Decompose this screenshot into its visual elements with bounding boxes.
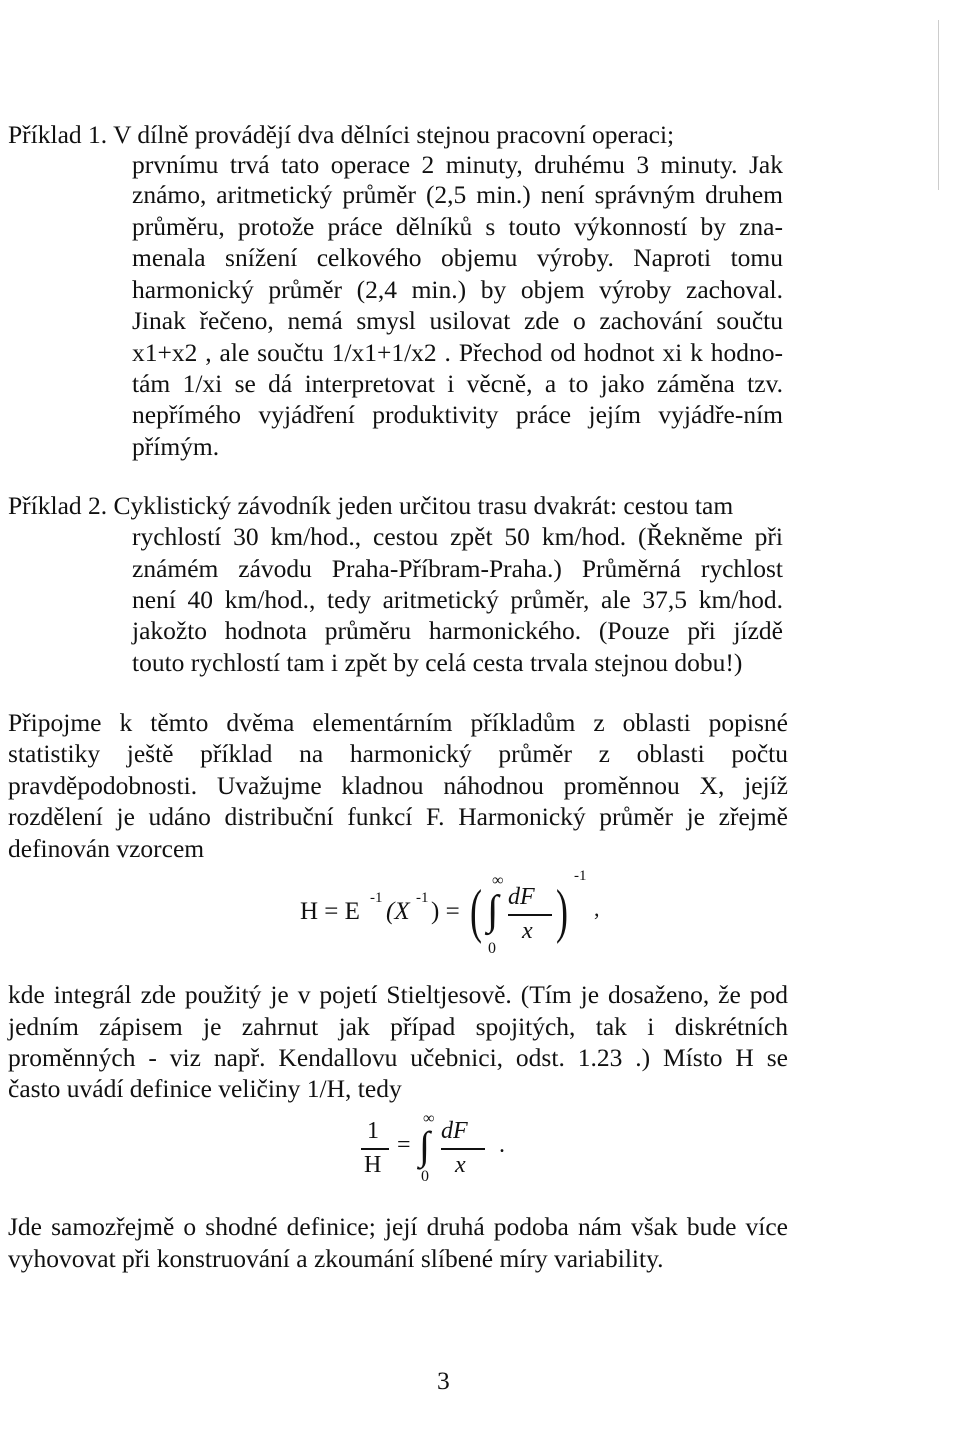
scan-edge-mark (938, 20, 939, 190)
integral-lower-limit: 0 (488, 940, 496, 957)
reciprocal-denominator: H (364, 1152, 382, 1178)
formula-arg-close: ) = (431, 898, 460, 925)
formula-right-paren: ) (556, 878, 568, 944)
formula-trailing-period: . (499, 1132, 505, 1158)
formula-left-paren: ( (470, 878, 482, 944)
paragraph-line: pravděpodobnosti. Uvažujme kladnou náhodnou proměnnou X, jejíž (8, 771, 788, 800)
harmonic-mean-formula (300, 866, 620, 966)
reciprocal-formula (355, 1110, 525, 1190)
paragraph-line: rozdělení je udáno distribuční funkcí F. Harmonický průměr je zřejmě (8, 802, 788, 831)
paragraph-line: statistiky ještě příklad na harmonický průměr z oblasti počtu (8, 739, 788, 768)
paragraph-line: proměnných - viz např. Kendallovu učebnici, odst. 1.23 .) Místo H se (8, 1043, 788, 1072)
example-2-line: touto rychlostí tam i zpět by celá cesta trvala stejnou dobu!) (132, 648, 743, 677)
example-1-line: nepřímého vyjádření produktivity práce jejím vyjádře-ním (132, 400, 783, 429)
example-1-line: harmonický průměr (2,4 min.) by objem výroby zachoval. (132, 275, 783, 304)
fraction-numerator: dF (441, 1118, 468, 1144)
fraction-denominator: x (455, 1152, 466, 1178)
example-1-line: průměru, protože práce dělníků s touto výkonností by zna- (132, 212, 783, 241)
example-1-line: přímým. (132, 432, 220, 461)
paragraph-line: vyhovovat při konstruování a zkoumání slíbené míry variability. (8, 1244, 664, 1273)
fraction-bar (508, 914, 552, 916)
example-2-line: jakožto hodnota průměru harmonického. (Pouze při jízdě (132, 616, 783, 645)
example-2-line: není 40 km/hod., tedy aritmetický průměr, ale 37,5 km/hod. (132, 585, 783, 614)
example-1-line: menala snížení celkového objemu výroby. Naproti tomu (132, 243, 783, 272)
paragraph-line: kde integrál zde použitý je v pojetí Stieltjesově. (Tím je dosaženo, že pod (8, 980, 788, 1009)
page-number: 3 (437, 1366, 450, 1395)
reciprocal-numerator: 1 (367, 1118, 379, 1144)
example-1-line: tám 1/xi se dá interpretovat i věcně, a to jako záměna tzv. (132, 369, 783, 398)
reciprocal-fraction-bar (361, 1148, 389, 1150)
paragraph-line: jedním zápisem je zahrnut jak případ spojitých, tak i diskrétních (8, 1012, 788, 1041)
formula-trailing-comma: , (594, 896, 600, 921)
formula-arg-sup: -1 (416, 890, 429, 906)
formula-inverse-sup: -1 (370, 890, 383, 906)
formula-arg: (X (386, 898, 410, 925)
example-1-line: prvnímu trvá tato operace 2 minuty, druhému 3 minuty. Jak (132, 150, 783, 179)
paragraph-line: Jde samozřejmě o shodné definice; její druhá podoba nám však bude více (8, 1212, 788, 1241)
integral-upper-limit: ∞ (423, 1110, 435, 1127)
integral-sign: ∫ (487, 888, 499, 934)
example-2-line: Příklad 2. Cyklistický závodník jeden určitou trasu dvakrát: cestou tam (8, 491, 734, 520)
example-1-line: x1+x2 , ale součtu 1/x1+1/x2 . Přechod od hodnot xi k hodno- (132, 338, 783, 367)
formula-outer-sup: -1 (574, 868, 587, 884)
example-1-line: Jinak řečeno, nemá smysl usilovat zde o zachování součtu (132, 306, 783, 335)
paragraph-line: často uvádí definice veličiny 1/H, tedy (8, 1074, 402, 1103)
paragraph-line: definován vzorcem (8, 834, 205, 863)
fraction-bar (441, 1148, 485, 1150)
example-1-line: Příklad 1. V dílně provádějí dva dělníci stejnou pracovní operaci; (8, 120, 675, 149)
fraction-denominator: x (522, 918, 533, 944)
example-2-line: rychlostí 30 km/hod., cestou zpět 50 km/hod. (Řekněme při (132, 522, 783, 551)
formula-lhs: H = E (300, 898, 360, 925)
example-1-line: známo, aritmetický průměr (2,5 min.) není správným druhem (132, 180, 783, 209)
reciprocal-equals: = (397, 1132, 411, 1158)
integral-sign: ∫ (419, 1123, 430, 1168)
integral-upper-limit: ∞ (492, 872, 504, 889)
paragraph-line: Připojme k těmto dvěma elementárním příkladům z oblasti popisné (8, 708, 788, 737)
integral-lower-limit: 0 (421, 1168, 429, 1185)
example-2-line: známém závodu Praha-Příbram-Praha.) Průměrná rychlost (132, 554, 783, 583)
fraction-numerator: dF (508, 884, 535, 910)
